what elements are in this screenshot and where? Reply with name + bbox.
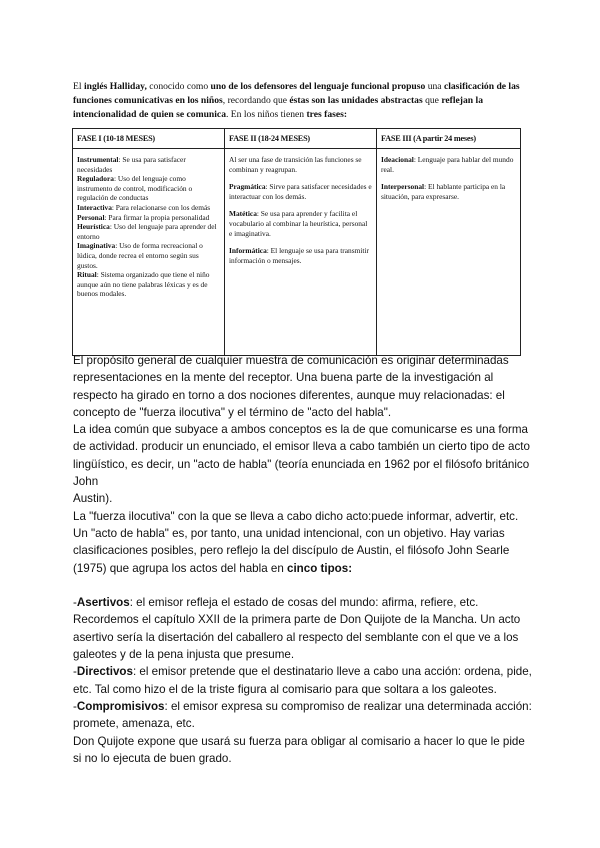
paragraph: El propósito general de cualquier muestra de comunicación es originar determinadas representaciones en la mente del receptor. Una buena parte de la investigación al respecto ha girado en torno a dos nociones diferentes, aunque muy relacionadas: el concepto de "fuerza ilocutiva" y el término de "acto del habla". (73, 354, 509, 419)
function-term: Personal (77, 212, 105, 222)
list-term: Directivos (76, 665, 133, 679)
function-term: Pragmática (229, 182, 266, 192)
function-text: Al ser una fase de transición las funciones se combinan y reagrupan. (229, 155, 362, 174)
intro-bold: clasificación de las funciones comunicativas en los niños (73, 81, 520, 106)
list-term: Asertivos (76, 596, 130, 610)
function-term: Interactiva (77, 202, 112, 212)
paragraph: Austin). (73, 492, 113, 506)
intro-bold: éstas son las unidades abstractas (289, 95, 423, 106)
list-text: : el emisor refleja el estado de cosas del mundo: afirma, refiere, etc. Recordemos el capítulo XXII de la primera parte de Don Quijote de la Mancha. Un acto asertivo sería la disertación del caballero al respecto del semblante con el que ve a los galeotes y de la pena injusta que presume. (73, 596, 521, 662)
list-term: Compromisivos (76, 699, 165, 713)
function-term: Reguladora (77, 174, 114, 184)
function-entry (77, 213, 220, 223)
list-item-directivos (73, 663, 535, 698)
list-text: : el emisor expresa su compromiso de realizar una determinada acción: promete, amenaza, etc. (73, 699, 532, 731)
function-text: : Para firmar la propia personalidad (104, 212, 210, 222)
intro-text: El (73, 81, 84, 92)
intro-text: , recordando que (222, 95, 290, 106)
intro-text: conocido como (146, 81, 211, 92)
phase-3-cell (377, 149, 521, 356)
function-entry (229, 182, 372, 201)
function-text: : Para relacionarse con los demás (111, 202, 211, 212)
function-entry (77, 270, 220, 299)
paragraph-bold: cinco tipos: (287, 561, 353, 575)
intro-bold: inglés Halliday, (83, 81, 147, 92)
list-dash: - (73, 596, 77, 610)
function-term: Instrumental (77, 155, 119, 164)
table-header-row (73, 129, 521, 149)
function-entry (229, 209, 372, 238)
list-item-compromisivos (73, 698, 535, 733)
function-entry (229, 246, 372, 265)
header-phase-3: FASE III (A partir 24 meses) (377, 129, 521, 149)
function-text: : Sirve para satisfacer necesidades e interactuar con los demás. (229, 182, 372, 201)
paragraph: La idea común que subyace a ambos conceptos es la de que comunicarse es una forma de actividad. producir un enunciado, el emisor lleva a cabo también un cierto tipo de acto lingüístico, es decir, un "acto de habla" (teoría enunciada en 1962 por el filósofo británico John (73, 423, 530, 489)
function-text: : Se usa para aprender y facilita el vocabulario al combinar la heurística, personal e imaginativa. (229, 209, 368, 238)
intro-bold: uno de los defensores del lenguaje funcional propuso (210, 81, 426, 92)
function-text: : El lenguaje se usa para transmitir información o mensajes. (229, 246, 369, 265)
function-entry (77, 241, 220, 270)
function-entry (77, 174, 220, 203)
function-text: : El hablante participa en la situación, para expresarse. (381, 182, 506, 201)
list-dash: - (73, 665, 77, 679)
function-term: Ritual (77, 270, 97, 280)
paragraph: Don Quijote expone que usará su fuerza para obligar al comisario a hacer lo que le pide si no lo ejecuta de buen grado. (73, 734, 525, 765)
intro-paragraph (73, 80, 523, 122)
intro-text: que (422, 95, 442, 106)
header-phase-2: FASE II (18-24 MESES) (225, 129, 377, 149)
function-text: : Lenguaje para hablar del mundo real. (381, 155, 514, 174)
body-text (73, 352, 535, 767)
function-term: Imaginativa (77, 241, 116, 251)
function-entry (77, 222, 220, 241)
function-text: : Se usa para satisfacer necesidades (77, 155, 186, 174)
list-dash: - (73, 699, 77, 713)
blank-line (73, 577, 535, 594)
list-item-asertivos (73, 594, 535, 663)
function-term: Ideacional (381, 155, 414, 164)
function-entry (381, 182, 516, 201)
function-term: Matética (229, 209, 257, 219)
header-phase-1: FASE I (10-18 MESES) (73, 129, 225, 149)
intro-bold: tres fases: (306, 109, 348, 120)
function-entry (77, 203, 220, 213)
function-text: : Uso del lenguaje para aprender del entorno (77, 222, 217, 241)
function-term: Heurística (77, 222, 110, 232)
table-row (73, 149, 521, 356)
function-text: : Uso del lenguaje como instrumento de control, modificación o regulación de conductas (77, 174, 193, 203)
intro-bold: reflejan la intencionalidad de quien se comunica (73, 95, 483, 120)
paragraph-text: La "fuerza ilocutiva" con la que se lleva a cabo dicho acto:puede informar, advertir, etc. Un "acto de habla" es, por tanto, una unidad intencional, con un objetivo. Hay varias clasificaciones posibles, pero reflejo la del discípulo de Austin, el filósofo John Searle (1975) que agrupa los actos del habla en (73, 509, 519, 575)
function-entry (381, 155, 516, 174)
function-term: Interpersonal (381, 182, 425, 192)
function-text: : Uso de forma recreacional o lúdica, donde recrea el entorno según sus gustos. (77, 241, 203, 270)
intro-text: una (425, 81, 444, 92)
intro-text: . En los niños tienen (226, 109, 307, 120)
phase-2-cell (225, 149, 377, 356)
paragraph (73, 508, 535, 577)
function-term: Informática (229, 246, 267, 256)
list-text: : el emisor pretende que el destinatario lleve a cabo una acción: ordena, pide, etc. Tal como hizo el de la triste figura al comisario para que soltara a los galeotes. (73, 665, 532, 696)
phases-table (72, 128, 521, 356)
function-text: : Sistema organizado que tiene el niño aunque aún no tiene palabras léxicas y es de buenos modales. (77, 270, 210, 299)
function-entry (77, 155, 220, 174)
phase-1-cell (73, 149, 225, 356)
function-entry (229, 155, 372, 174)
